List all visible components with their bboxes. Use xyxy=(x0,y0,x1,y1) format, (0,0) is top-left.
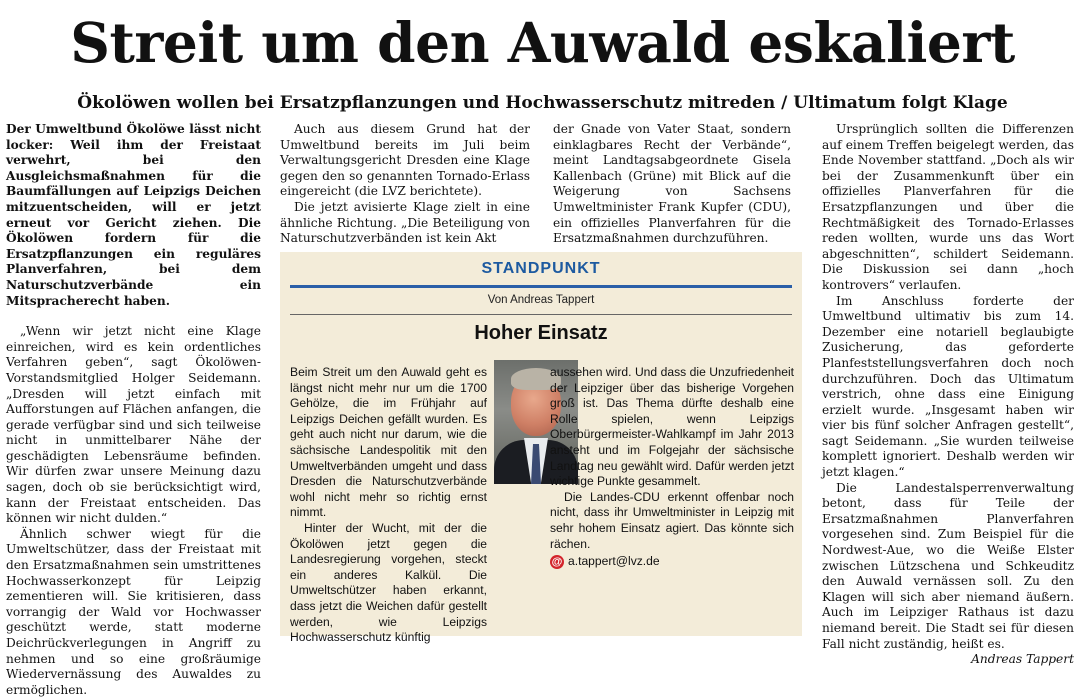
standpunkt-box xyxy=(280,252,802,645)
article-paragraph: „Wenn wir jetzt nicht eine Klage einreichen, wird es kein ordentliches Verfahren geben“, sagt Ökolöwen-Vorstandsmitglied Holger Seidemann. „Dresden will jetzt einfach mit Aufforstungen auf Flächen anfangen, die gerade verfügbar sind und sich teilweise nicht in unmittelbarer Nähe der geschädigten Lebensräume befinden. Wir dürfen zwar unsere Meinung dazu sagen, doch ob sie berücksichtigt wird, kann der Freistaat entscheiden. Das können wir nicht dulden.“ xyxy=(6,324,261,526)
article-paragraph: Ähnlich schwer wiegt für die Umweltschützer, dass der Freistaat mit den Ersatzmaßnahmen sein umstrittenes Hochwasserkonzept für Leipzig zementieren will. Sie kritisieren, dass vorrangig der Wald vor Hochwasser geschützt werde, statt moderne Deichrückverlegungen in Angriff zu nehmen und so eine großräumige Wiedervernässung des Auwaldes zu ermöglichen. xyxy=(6,526,261,697)
standpunkt-kicker: STANDPUNKT xyxy=(481,260,601,277)
article-column-3 xyxy=(553,122,791,247)
article-column-4 xyxy=(822,122,1074,668)
article-paragraph: Die jetzt avisierte Klage zielt in eine ähnliche Richtung. „Die Beteiligung von Naturschutzverbänden ist kein Akt xyxy=(280,199,530,246)
standpunkt-paragraph: Hinter der Wucht, mit der die Ökolöwen jetzt gegen die Landesregierung vorgehen, steckt ein anderes Kalkül. Die Umweltschützer haben erkannt, dass jetzt die Weichen dafür gestellt werden, wie Leipzigs Hochwasserschutz künftig xyxy=(290,520,487,645)
article-paragraph: der Gnade von Vater Staat, sondern einklagbares Recht der Verbände“, meint Landtagsabgeordnete Gisela Kallenbach (Grüne) mit Blick auf die Weigerung von Sachsens Umweltminister Frank Kupfer (CDU), ein offizielles Planverfahren für die Ersatzmaßnahmen durchzuführen. xyxy=(553,122,791,246)
byline-divider xyxy=(290,314,792,315)
article-author: Andreas Tappert xyxy=(971,652,1074,667)
standpunkt-paragraph: Die Landes-CDU erkennt offenbar noch nicht, dass ihr Umweltminister in Leipzig mit sehr hohem Einsatz agiert. Das könnte sich rächen. xyxy=(550,489,794,551)
article-column-1 xyxy=(6,122,261,698)
author-email-address[interactable]: a.tappert@lvz.de xyxy=(568,554,660,569)
standpunkt-paragraph: aussehen wird. Und dass die Unzufriedenheit der Leipziger über das bisherige Vorgehen groß ist. Das Thema dürfte deshalb eine Rolle spielen, wenn Leipzigs Oberbürgermeister-Wahlkampf im Jahr 2013 ansteht und im Folgejahr der sächsische Landtag neu gewählt wird. Dafür werden jetzt wichtige Punkte gesammelt. xyxy=(550,365,794,489)
article-paragraph: Ursprünglich sollten die Differenzen auf einem Treffen beigelegt werden, das Ende November stattfand. „Doch als wir bei der Zusammenkunft über ein offizielles Planverfahren für die Ersatzpflanzungen und über die Rechtmäßigkeit des Tornado-Erlasses reden wollten, wurde uns das Wort abgeschnitten“, schildert Seidemann. Die Diskussion sei dann „hoch kontrovers“ verlaufen. xyxy=(822,122,1074,292)
standpunkt-column-right xyxy=(550,365,794,570)
article-paragraph: Die Landestalsperrenverwaltung betont, dass für Teile der Ersatzmaßnahmen Planverfahren vorgesehen sind. Zum Beispiel für die Nordwest-Aue, wo die Weiße Elster zwischen Lützschena und Schkeuditz den Auwald vernässen soll. Zu den Klagen will sich aber niemand äußern. Auch im Leipziger Rathaus ist dazu niemand bereit. Die Stadt sei für diesen Fall nicht zuständig, heißt es. xyxy=(822,480,1074,651)
article-column-2 xyxy=(280,122,530,247)
standpunkt-column-left xyxy=(290,365,487,646)
standpunkt-paragraph: Beim Streit um den Auwald geht es längst nicht mehr nur um die 1700 Gehölze, die im Frühjahr auf Leipzigs Deichen gefällt wurden. Es geht auch nicht nur darum, wie die sächsische Landespolitik mit den Umweltverbänden umgeht und dass Dresden die Naturschutzverbände wohl nicht mehr so richtig ernst nimmt. xyxy=(290,365,487,520)
author-email[interactable] xyxy=(550,554,794,570)
headline: Streit um den Auwald eskaliert xyxy=(70,10,1015,75)
article-lead: Der Umweltbund Ökolöwe lässt nicht locker: Weil ihm der Freistaat verwehrt, bei den Ausgleichsmaßnahmen für die Baumfällungen auf Leipzigs Deichen mitzuentscheiden, will er jetzt erneut vor Gericht ziehen. Die Ökolöwen fordern für die Ersatzpflanzungen ein reguläres Planverfahren, bei dem Naturschutzverbände ein Mitspracherecht haben. xyxy=(6,122,261,308)
article-paragraph: Auch aus diesem Grund hat der Umweltbund bereits im Juli beim Verwaltungsgericht Dresden eine Klage gegen den so genannten Tornado-Erlass eingereicht (die LVZ berichtete). xyxy=(280,122,530,199)
kicker-divider xyxy=(290,285,792,288)
subheadline: Ökolöwen wollen bei Ersatzpflanzungen und Hochwasserschutz mitreden / Ultimatum folgt Klage xyxy=(77,93,1008,113)
standpunkt-byline: Von Andreas Tappert xyxy=(487,294,595,306)
article-paragraph: Im Anschluss forderte der Umweltbund ultimativ bis zum 14. Dezember eine notariell beglaubigte Zusicherung, das geforderte Planfeststellungsverfahren doch noch durchzuführen. Doch das Ultimatum verstrich, ohne dass eine Einigung erzielt wurde. „Insgesamt haben wir vier bis fünf solcher Anfragen gestellt“, sagt Seidemann. „Sie wurden teilweise komplett ignoriert. Deshalb werden wir jetzt klagen.“ xyxy=(822,293,1074,480)
at-sign-icon: @ xyxy=(551,555,563,568)
standpunkt-title: Hoher Einsatz xyxy=(474,322,608,344)
